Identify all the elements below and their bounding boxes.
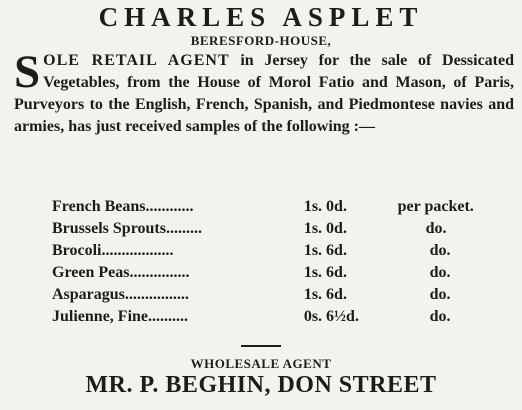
item-name: Brussels Sprouts......... — [52, 220, 202, 237]
item-name: Brocoli.................. — [52, 242, 174, 259]
item-unit: do. — [429, 242, 451, 259]
price-list-row — [52, 240, 522, 262]
item-price: 0s. 6½d. — [303, 308, 359, 325]
item-price: 1s. 6d. — [303, 242, 347, 259]
item-price: 1s. 0d. — [303, 198, 347, 215]
price-list-row — [52, 306, 522, 328]
price-list-row — [52, 218, 522, 240]
price-list-row — [52, 284, 522, 306]
price-list-row — [52, 196, 522, 218]
item-unit: do. — [429, 286, 451, 303]
item-price: 1s. 6d. — [303, 264, 347, 281]
item-price: 1s. 6d. — [303, 286, 347, 303]
item-unit: per packet. — [397, 198, 474, 215]
item-price: 1s. 0d. — [303, 220, 347, 237]
item-name: French Beans............ — [52, 198, 194, 215]
drop-cap: S — [14, 46, 41, 98]
item-name: Julienne, Fine.......... — [52, 308, 189, 325]
item-unit: do. — [429, 264, 451, 281]
wholesale-agent-label: WHOLESALE AGENT — [190, 356, 332, 371]
business-address-subheading: BERESFORD-HOUSE, — [190, 33, 332, 48]
price-list-table — [52, 196, 522, 328]
price-list-row — [52, 262, 522, 284]
item-name: Asparagus................ — [52, 286, 189, 303]
item-unit: do. — [429, 308, 451, 325]
wholesale-agent-name: MR. P. BEGHIN, DON STREET — [85, 372, 437, 398]
item-unit: do. — [425, 220, 447, 237]
body-text: in Jersey for the sale of Dessicated Vegetables, from the House of Morol Fatio and Mason, of Paris, Purveyors to the English, French, Spanish, and Piedmontese navies and armies, has just received samples of the following :— — [14, 52, 514, 135]
advertisement-body — [14, 46, 514, 138]
section-divider — [241, 345, 281, 347]
item-name: Green Peas............... — [52, 264, 190, 281]
advertiser-name-heading: CHARLES ASPLET — [98, 2, 424, 32]
lead-text: OLE RETAIL AGENT — [43, 52, 230, 69]
